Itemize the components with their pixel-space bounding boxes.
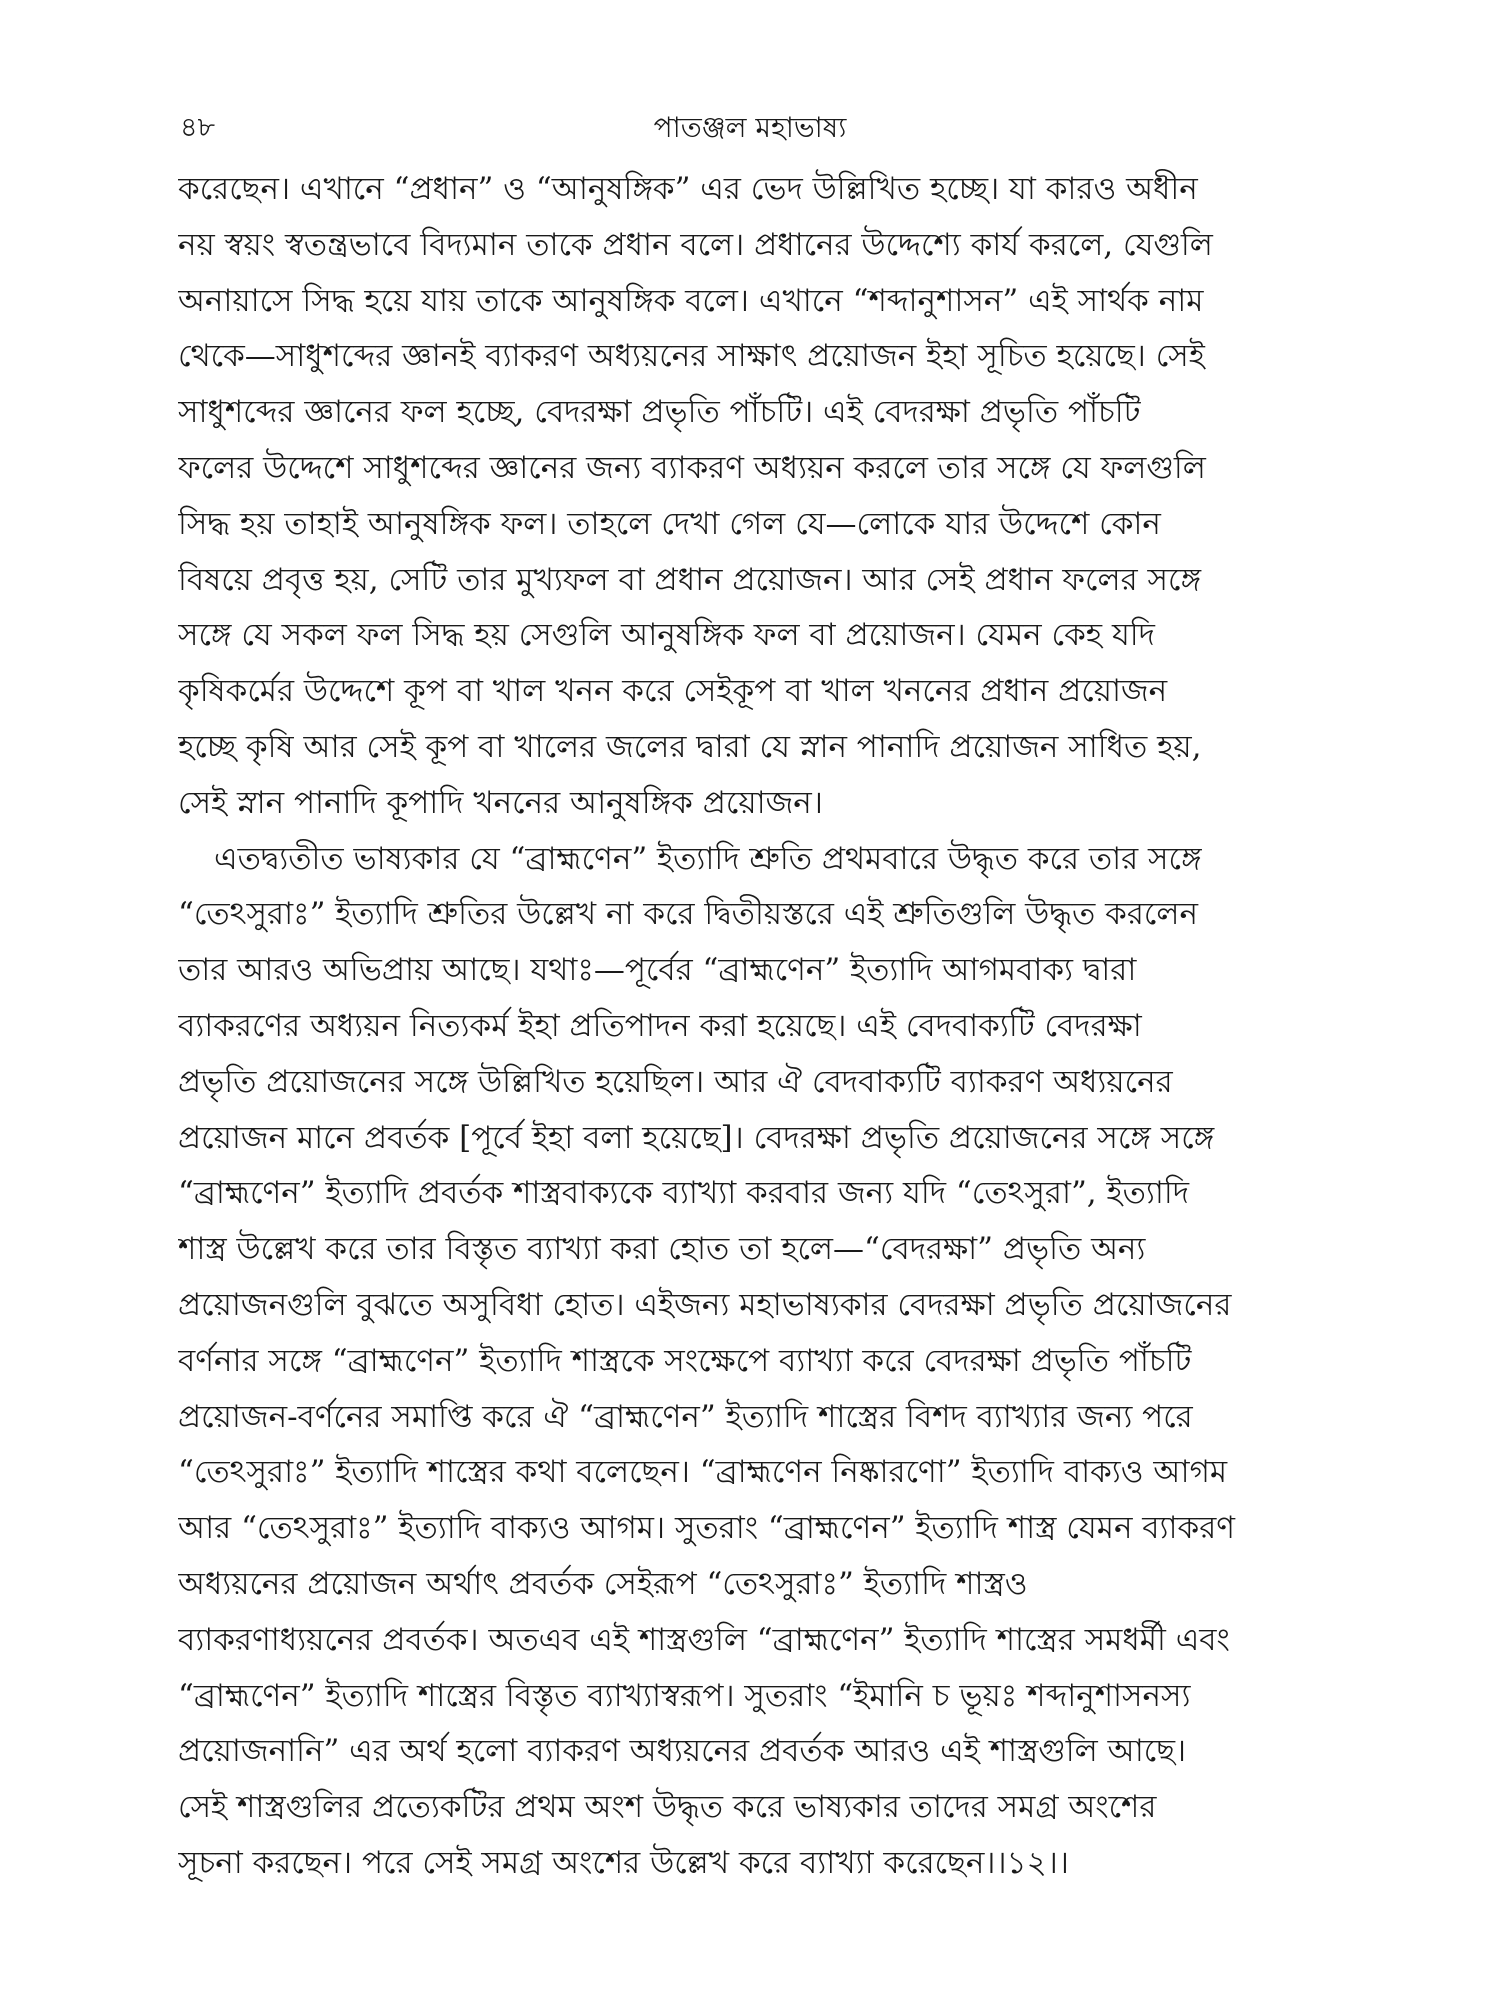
- text-line: বিষয়ে প্রবৃত্ত হয়, সেটি তার মুখ্যফল বা প্রধান প্রয়োজন। আর সেই প্রধান ফলের সঙ্গে: [178, 561, 1202, 598]
- text-line: করেছেন। এখানে “প্রধান” ও “আনুষঙ্গিক” এর ভেদ উল্লিখিত হচ্ছে। যা কারও অধীন: [178, 171, 1198, 207]
- text-line: “তেঽসুরাঃ” ইত্যাদি শ্রুতির উল্লেখ না করে দ্বিতীয়স্তরে এই শ্রুতিগুলি উদ্ধৃত করলেন: [178, 896, 1198, 933]
- text-line: সিদ্ধ হয় তাহাই আনুষঙ্গিক ফল। তাহলে দেখা গেল যে—লোকে যার উদ্দেশে কোন: [178, 505, 1161, 542]
- text-line: অনায়াসে সিদ্ধ হয়ে যায় তাকে আনুষঙ্গিক বলে। এখানে “শব্দানুশাসন” এই সার্থক নাম: [178, 282, 1204, 319]
- text-line: প্রভৃতি প্রয়োজনের সঙ্গে উল্লিখিত হয়েছিল। আর ঐ বেদবাক্যটি ব্যাকরণ অধ্যয়নের: [178, 1063, 1173, 1100]
- text-line: প্রয়োজনানি” এর অর্থ হলো ব্যাকরণ অধ্যয়নের প্রবর্তক আরও এই শাস্ত্রগুলি আছে।: [178, 1733, 1187, 1770]
- body-text: [178, 162, 1322, 1892]
- text-line: প্রয়োজন-বর্ণনের সমাপ্তি করে ঐ “ব্রাহ্মণেন” ইত্যাদি শাস্ত্রের বিশদ ব্যাখ্যার জন্য পরে: [178, 1398, 1193, 1435]
- paragraph-1: [178, 162, 1322, 832]
- text-line: সেই শাস্ত্রগুলির প্রত্যেকটির প্রথম অংশ উদ্ধৃত করে ভাষ্যকার তাদের সমগ্র অংশের: [178, 1789, 1157, 1826]
- text-line: সঙ্গে যে সকল ফল সিদ্ধ হয় সেগুলি আনুষঙ্গিক ফল বা প্রয়োজন। যেমন কেহ যদি: [178, 617, 1155, 654]
- text-line: হচ্ছে কৃষি আর সেই কূপ বা খালের জলের দ্বারা যে স্নান পানাদি প্রয়োজন সাধিত হয়,: [178, 728, 1202, 765]
- text-line: ফলের উদ্দেশে সাধুশব্দের জ্ঞানের জন্য ব্যাকরণ অধ্যয়ন করলে তার সঙ্গে যে ফলগুলি: [178, 449, 1206, 486]
- text-line: ব্যাকরণের অধ্যয়ন নিত্যকর্ম ইহা প্রতিপাদন করা হয়েছে। এই বেদবাক্যটি বেদরক্ষা: [178, 1007, 1142, 1044]
- text-line: প্রয়োজন মানে প্রবর্তক [পূর্বে ইহা বলা হয়েছে]। বেদরক্ষা প্রভৃতি প্রয়োজনের সঙ্গে সঙ্গে: [178, 1119, 1215, 1156]
- text-line: “ব্রাহ্মণেন” ইত্যাদি শাস্ত্রের বিস্তৃত ব্যাখ্যাস্বরূপ। সুতরাং “ইমানি চ ভূয়ঃ শব্দানুশাসনস্য: [178, 1677, 1191, 1714]
- text-line: বর্ণনার সঙ্গে “ব্রাহ্মণেন” ইত্যাদি শাস্ত্রকে সংক্ষেপে ব্যাখ্যা করে বেদরক্ষা প্রভৃতি পাঁচটি: [178, 1342, 1192, 1379]
- text-line: এতদ্ব্যতীত ভাষ্যকার যে “ব্রাহ্মণেন” ইত্যাদি শ্রুতি প্রথমবারে উদ্ধৃত করে তার সঙ্গে: [214, 840, 1202, 877]
- running-header: [178, 108, 1322, 148]
- book-title: পাতঞ্জল মহাভাষ্য: [653, 111, 847, 144]
- text-line: তার আরও অভিপ্রায় আছে। যথাঃ—পূর্বের “ব্রাহ্মণেন” ইত্যাদি আগমবাক্য দ্বারা: [178, 952, 1137, 989]
- text-line: থেকে—সাধুশব্দের জ্ঞানই ব্যাকরণ অধ্যয়নের সাক্ষাৎ প্রয়োজন ইহা সূচিত হয়েছে। সেই: [178, 338, 1205, 375]
- text-line: আর “তেঽসুরাঃ” ইত্যাদি বাক্যও আগম। সুতরাং “ব্রাহ্মণেন” ইত্যাদি শাস্ত্র যেমন ব্যাকরণ: [178, 1510, 1236, 1547]
- text-line: অধ্যয়নের প্রয়োজন অর্থাৎ প্রবর্তক সেইরূপ “তেঽসুরাঃ” ইত্যাদি শাস্ত্রও: [178, 1565, 1028, 1602]
- text-line: সূচনা করছেন। পরে সেই সমগ্র অংশের উল্লেখ করে ব্যাখ্যা করেছেন।।১২।।: [178, 1844, 1069, 1881]
- text-line: কৃষিকর্মের উদ্দেশে কূপ বা খাল খনন করে সেইকূপ বা খাল খননের প্রধান প্রয়োজন: [178, 673, 1168, 710]
- text-line: সাধুশব্দের জ্ঞানের ফল হচ্ছে, বেদরক্ষা প্রভৃতি পাঁচটি। এই বেদরক্ষা প্রভৃতি পাঁচটি: [178, 394, 1141, 431]
- text-line: ব্যাকরণাধ্যয়নের প্রবর্তক। অতএব এই শাস্ত্রগুলি “ব্রাহ্মণেন” ইত্যাদি শাস্ত্রের সমধর্মী এবং: [178, 1621, 1230, 1658]
- paragraph-2: [178, 832, 1322, 1892]
- text-line: সেই স্নান পানাদি কূপাদি খননের আনুষঙ্গিক প্রয়োজন।: [178, 784, 823, 821]
- page-number: ৪৮: [180, 112, 216, 143]
- text-line: শাস্ত্র উল্লেখ করে তার বিস্তৃত ব্যাখ্যা করা হোত তা হলে—“বেদরক্ষা” প্রভৃতি অন্য: [178, 1231, 1146, 1268]
- text-line: প্রয়োজনগুলি বুঝতে অসুবিধা হোত। এইজন্য মহাভাষ্যকার বেদরক্ষা প্রভৃতি প্রয়োজনের: [178, 1286, 1232, 1323]
- text-line: “ব্রাহ্মণেন” ইত্যাদি প্রবর্তক শাস্ত্রবাক্যকে ব্যাখ্যা করবার জন্য যদি “তেঽসুরা”, ইত্যাদি: [178, 1175, 1190, 1212]
- text-line: নয় স্বয়ং স্বতন্ত্রভাবে বিদ্যমান তাকে প্রধান বলে। প্রধানের উদ্দেশ্যে কার্য করলে, যেগুলি: [178, 226, 1213, 263]
- text-line: “তেঽসুরাঃ” ইত্যাদি শাস্ত্রের কথা বলেছেন। “ব্রাহ্মণেন নিষ্কারণো” ইত্যাদি বাক্যও আগম: [178, 1454, 1228, 1491]
